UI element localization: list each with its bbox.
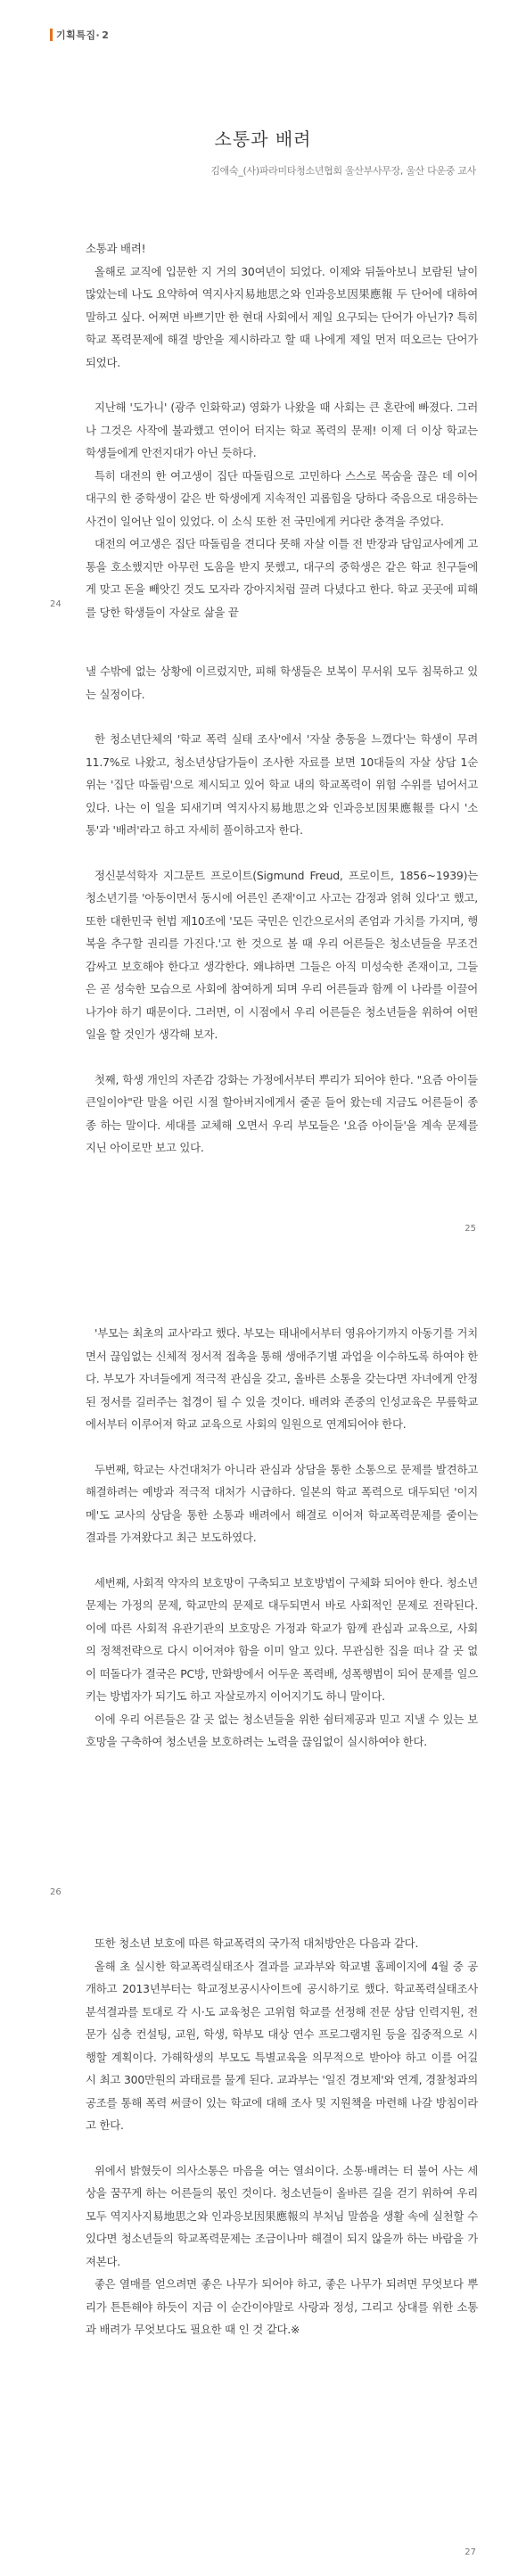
paragraph: 낼 수밖에 없는 상황에 이르렀지만, 피해 학생들은 보복이 무서워 모두 침묵하고 있는 실정이다. xyxy=(86,665,478,701)
page-number: 25 xyxy=(464,1224,476,1234)
article-title: 소통과 배려 xyxy=(214,128,312,150)
page-number: 27 xyxy=(464,2547,476,2557)
article-byline: 김애숙_(사)파라미타청소년협회 울산부사무장, 울산 다운중 교사 xyxy=(210,165,476,177)
article-body-page-27 xyxy=(86,1932,478,2341)
page-number: 26 xyxy=(50,1887,62,1897)
article-body-page-25 xyxy=(86,660,478,1160)
paragraph: 특히 대전의 한 여고생이 집단 따돌림으로 고민하다 스스로 목숨을 끊은 데 이어 대구의 한 중학생이 같은 반 학생에게 지속적인 괴롭힘을 당하다 죽음으로 대응하는 사건이 일어난 일이 있었다. 이 소식 또한 전 국민에게 커다란 충격을 주었다. xyxy=(86,468,478,528)
paragraph: '부모는 최초의 교사'라고 했다. 부모는 태내에서부터 영유아기까지 아동기를 거치면서 끊임없는 신체적 정서적 접촉을 통해 생애주기별 과업을 이수하도록 하여야 한다. 부모가 자녀들에게 적극적 관심을 갖고, 올바른 소통을 갖는다면 자녀에게 안정된 정서를 길러주는 첩경이 될 수 있을 것이다. 배려와 존중의 인성교육은 무릎학교에서부터 이루어져 학교 교육으로 사회의 일원으로 연계되어야 한다. xyxy=(86,1326,478,1431)
paragraph: 이에 우리 어른들은 갈 곳 없는 청소년들을 위한 쉼터제공과 믿고 지낼 수 있는 보호망을 구축하여 청소년을 보호하려는 노력을 끊임없이 실시하여야 한다. xyxy=(86,1712,478,1748)
page-number: 24 xyxy=(50,599,62,609)
section-header xyxy=(50,27,109,43)
page-25 xyxy=(0,644,526,1288)
paragraph: 두번째, 학교는 사건대처가 아니라 관심과 상담을 통한 소통으로 문제를 발견하고 해결하려는 예방과 적극적 대처가 시급하다. 일본의 학교 폭력으로 대두되던 '이지메'도 교사의 상담을 통한 소통과 배려에서 해결로 이어져 학교폭력문제를 줄이는 결과를 가져왔다고 최근 보도하였다. xyxy=(86,1462,478,1544)
header-accent-bar xyxy=(50,29,53,41)
paragraph: 대전의 여고생은 집단 따돌림을 견디다 못해 자살 이틀 전 반장과 담임교사에게 고통을 호소했지만 아무런 도움을 받지 못했고, 대구의 중학생은 같은 학교 친구들에게 맞고 돈을 빼앗긴 것도 모자라 강아지처럼 끌려 다녔다고 한다. 학교 곳곳에 피해를 당한 학생들이 자살로 삶을 끝 xyxy=(86,537,478,619)
paragraph: 또한 청소년 보호에 따른 학교폭력의 국가적 대처방안은 다음과 같다. xyxy=(95,1936,419,1950)
header-number: 2 xyxy=(102,29,109,41)
page-27 xyxy=(0,1932,526,2576)
page-26 xyxy=(0,1288,526,1932)
paragraph: 첫째, 학생 개인의 자존감 강화는 가정에서부터 뿌리가 되어야 한다. "요즘 아이들 큰일이야"란 말을 어린 시절 할아버지에게서 줄곧 들어 왔는데 지금도 어른들이 종종 하는 말이다. 세대를 교체해 오면서 우리 부모들은 '요즘 아이들'을 계속 문제를 지닌 아이로만 보고 있다. xyxy=(86,1072,478,1154)
paragraph: 위에서 밝혔듯이 의사소통은 마음을 여는 열쇠이다. 소통·배려는 터 불어 사는 세상을 꿈꾸게 하는 어른들의 몫인 것이다. 청소년들이 올바른 길을 걷기 위하여 우리 모두 역지사지易地思之와 인과응보因果應報의 부처님 말씀을 생활 속에 실천할 수 있다면 청소년들의 학교폭력문제는 조금이나마 해결이 되지 않을까 하는 바람을 가져본다. xyxy=(86,2163,478,2268)
paragraph: 정신분석학자 지그문트 프로이트(Sigmund Freud, 프로이트, 1856~1939)는 청소년기를 '아동이면서 동시에 어른인 존재'이고 사고는 감정과 얽혀 있다'고 했고, 또한 대한민국 헌법 제10조에 '모든 국민은 인간으로서의 존엄과 가치를 가지며, 행복을 추구할 권리를 가진다.'고 한 것으로 볼 때 우리 어른들은 청소년들을 무조건 감싸고 보호해야 한다고 생각한다. 왜냐하면 그들은 아직 미성숙한 존재이고, 그들은 곧 성숙한 모습으로 사회에 참여하게 되며 우리 어른들과 함께 이 나라를 이끌어 나가야 하기 때문이다. 그러면, 이 시점에서 우리 어른들은 청소년들을 위하여 어떤 일을 할 것인가 생각해 보자. xyxy=(86,868,478,1041)
header-label: 기획특집 xyxy=(56,29,96,41)
header-separator: · xyxy=(95,29,101,41)
article-body-page-24 xyxy=(86,237,478,623)
paragraph: 소통과 배려! xyxy=(86,242,146,255)
paragraph: 좋은 열매를 얻으려면 좋은 나무가 되어야 하고, 좋은 나무가 되려면 무엇보다 뿌리가 튼튼해야 하듯이 지금 이 순간이야말로 사랑과 정성, 그리고 상대를 위한 소통과 배려가 무엇보다도 필요한 때 인 것 같다.※ xyxy=(86,2277,478,2336)
paragraph: 올해 초 실시한 학교폭력실태조사 결과를 교과부와 학교별 홈페이지에 4월 중 공개하고 2013년부터는 학교정보공시사이트에 공시하기로 했다. 학교폭력실태조사 분석결과를 토대로 각 시·도 교육청은 고위험 학교를 선정해 전문 상담 인력지원, 전문가 심층 컨설팅, 교원, 학생, 학부모 대상 연수 프로그램지원 등을 집중적으로 시행할 계획이다. 가해학생의 부모도 특별교육을 의무적으로 받아야 하고 이를 어길 시 최고 300만원의 과태료를 물게 된다. 교과부는 '일진 경보제'와 연계, 경찰청과의 공조를 통해 폭력 써클이 있는 학교에 대해 조사 및 지원책을 마련해 나갈 방침이라고 한다. xyxy=(86,1959,478,2132)
paragraph: 한 청소년단체의 '학교 폭력 실태 조사'에서 '자살 충동을 느꼈다'는 학생이 무려 11.7%로 나왔고, 청소년상담가들이 조사한 자료를 보면 10대들의 자살 상담 1순위는 '집단 따돌림'으로 제시되고 있어 학교 내의 학교폭력이 위험 수위를 넘어서고 있다. 나는 이 일을 되새기며 역지사지易地思之와 인과응보因果應報를 다시 '소통'과 '배려'라고 하고 자세히 풀이하고자 한다. xyxy=(86,732,478,837)
page-24 xyxy=(0,0,526,644)
paragraph: 올해로 교직에 입문한 지 거의 30여년이 되었다. 이제와 뒤돌아보니 보람된 날이 많았는데 나도 요약하여 역지사지易地思之와 인과응보因果應報 두 단어에 대하여 말하고 싶다. 어쩌면 바쁘기만 한 현대 사회에서 제일 요구되는 단어가 아닌가? 특히 학교 폭력문제에 해결 방안을 제시하라고 할 때 나에게 제일 먼저 떠오르는 단어가 되었다. xyxy=(86,264,478,369)
article-body-page-26 xyxy=(86,1322,478,1754)
paragraph: 지난해 '도가니' (광주 인화학교) 영화가 나왔을 때 사회는 큰 혼란에 빠졌다. 그러나 그것은 사작에 불과했고 연이어 터지는 학교 폭력의 문제! 이제 더 이상 학교는 학생들에게 안전지대가 아닌 듯하다. xyxy=(86,400,478,459)
paragraph: 세번째, 사회적 약자의 보호망이 구축되고 보호방법이 구체화 되어야 한다. 청소년문제는 가정의 문제, 학교만의 문제로 대두되면서 바로 사회적인 문제로 전락된다. 이에 따른 사회적 유관기관의 보호망은 가정과 학교가 함께 관심과 교육으로, 사회의 정책전략으로 다시 이어져야 함을 이미 알고 있다. 무관심한 집을 떠나 갈 곳 없이 떠돌다가 결국은 PC방, 만화방에서 어두운 폭력배, 성폭행범이 되어 문제를 일으키는 방법자가 되기도 하고 자살로까지 이어지기도 하니 말이다. xyxy=(86,1575,478,1703)
